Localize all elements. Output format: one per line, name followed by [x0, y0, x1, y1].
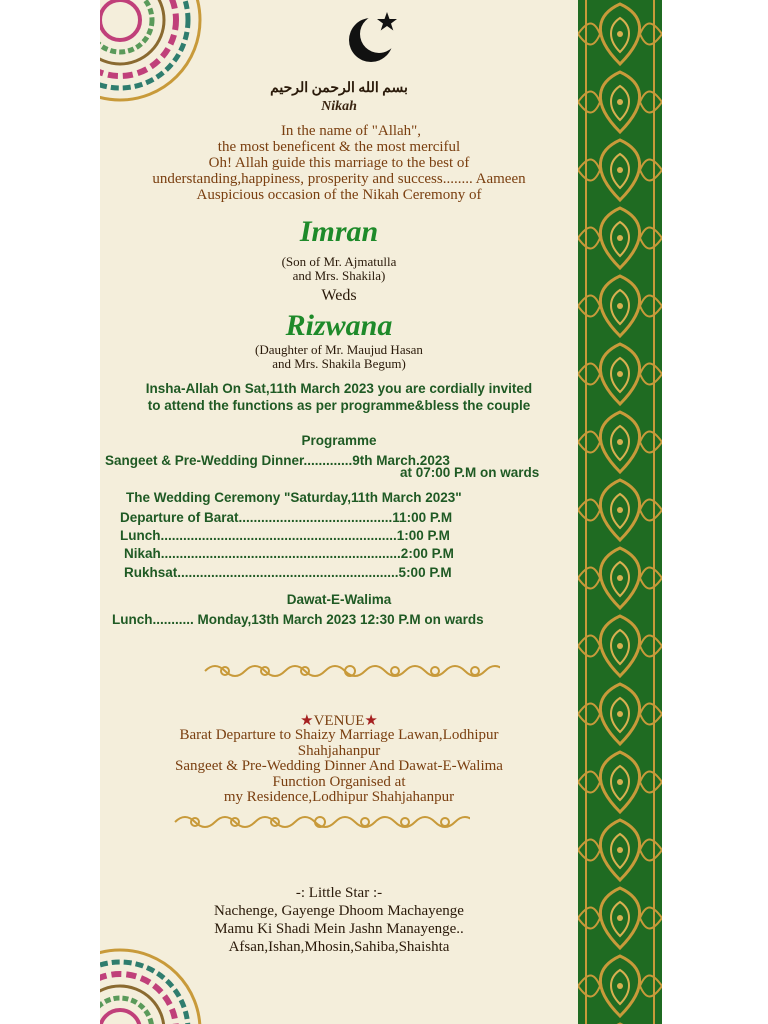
- intro-line: the most beneficent & the most merciful: [217, 139, 461, 155]
- gold-scroll-divider: [170, 812, 470, 832]
- invitation-line: Insha-Allah On Sat,11th March 2023 you are cordially invited: [145, 381, 533, 396]
- little-star-title: -: Little Star :-: [295, 885, 383, 901]
- programme-title: Programme: [301, 433, 377, 448]
- intro-line: understanding,happiness, prosperity and success........ Aameen: [152, 171, 526, 187]
- ceremony-title: The Wedding Ceremony "Saturday,11th March 2023": [126, 490, 462, 505]
- event-row: Lunch...............................................................1:00 P.M: [120, 528, 450, 543]
- bride-parents-line: (Daughter of Mr. Maujud Hasan: [255, 342, 423, 357]
- event-row: Departure of Barat.........................................11:00 P.M: [120, 510, 453, 525]
- crescent-star-icon: [345, 10, 405, 65]
- event-row: Rukhsat...........................................................5:00 P.M: [124, 565, 452, 580]
- venue-line: Barat Departure to Shaizy Marriage Lawan,Lodhipur: [179, 727, 499, 743]
- little-star-line: Afsan,Ishan,Mhosin,Sahiba,Shaishta: [228, 939, 450, 955]
- venue-line: Sangeet & Pre-Wedding Dinner And Dawat-E-Walima: [175, 758, 503, 774]
- border-ornament-icon: [578, 0, 662, 1024]
- invitation-line: to attend the functions as per programme&bless the couple: [147, 398, 531, 413]
- invitation-text: [100, 380, 578, 414]
- event-row: Nikah................................................................2:00 P.M: [124, 546, 454, 561]
- walima-title: Dawat-E-Walima: [286, 592, 392, 607]
- intro-text: [100, 123, 578, 203]
- sangeet-line: Sangeet & Pre-Wedding Dinner.............9th March.2023: [105, 453, 450, 468]
- venue-text: [100, 728, 578, 806]
- groom-name: Imran: [299, 215, 379, 248]
- intro-line: Oh! Allah guide this marriage to the best of: [208, 155, 470, 171]
- gold-scroll-divider: [200, 661, 500, 681]
- bride-parents: [100, 343, 578, 371]
- little-star-text: [100, 884, 578, 956]
- little-star-line: Nachenge, Gayenge Dhoom Machayenge: [214, 903, 464, 919]
- bismillah: بسم الله الرحمن الرحيم: [270, 81, 408, 96]
- bride-name: Rizwana: [285, 309, 393, 342]
- intro-line: In the name of "Allah",: [280, 123, 422, 139]
- bride-parents-line: and Mrs. Shakila Begum): [272, 356, 406, 371]
- star-icon: ★: [364, 713, 378, 729]
- invitation-card: [100, 0, 662, 1024]
- nikah-title: Nikah: [321, 99, 357, 114]
- sangeet-time: at 07:00 P.M on wards: [400, 465, 540, 480]
- venue-line: Function Organised at: [272, 773, 406, 790]
- groom-parents-line: and Mrs. Shakila): [292, 268, 386, 283]
- venue-title-label: VENUE: [313, 713, 365, 729]
- groom-parents: [100, 255, 578, 283]
- weds-text: Weds: [321, 287, 357, 304]
- walima-line: Lunch........... Monday,13th March 2023 12:30 P.M on wards: [112, 612, 484, 627]
- venue-line: my Residence,Lodhipur Shahjahanpur: [223, 789, 455, 805]
- star-icon: ★: [300, 713, 314, 729]
- venue-line: Shahjahanpur: [297, 742, 381, 759]
- groom-parents-line: (Son of Mr. Ajmatulla: [281, 254, 397, 269]
- green-gold-border-pattern: [578, 0, 662, 1024]
- little-star-line: Mamu Ki Shadi Mein Jashn Manayenge..: [214, 921, 464, 937]
- intro-line: Auspicious occasion of the Nikah Ceremony of: [196, 187, 482, 203]
